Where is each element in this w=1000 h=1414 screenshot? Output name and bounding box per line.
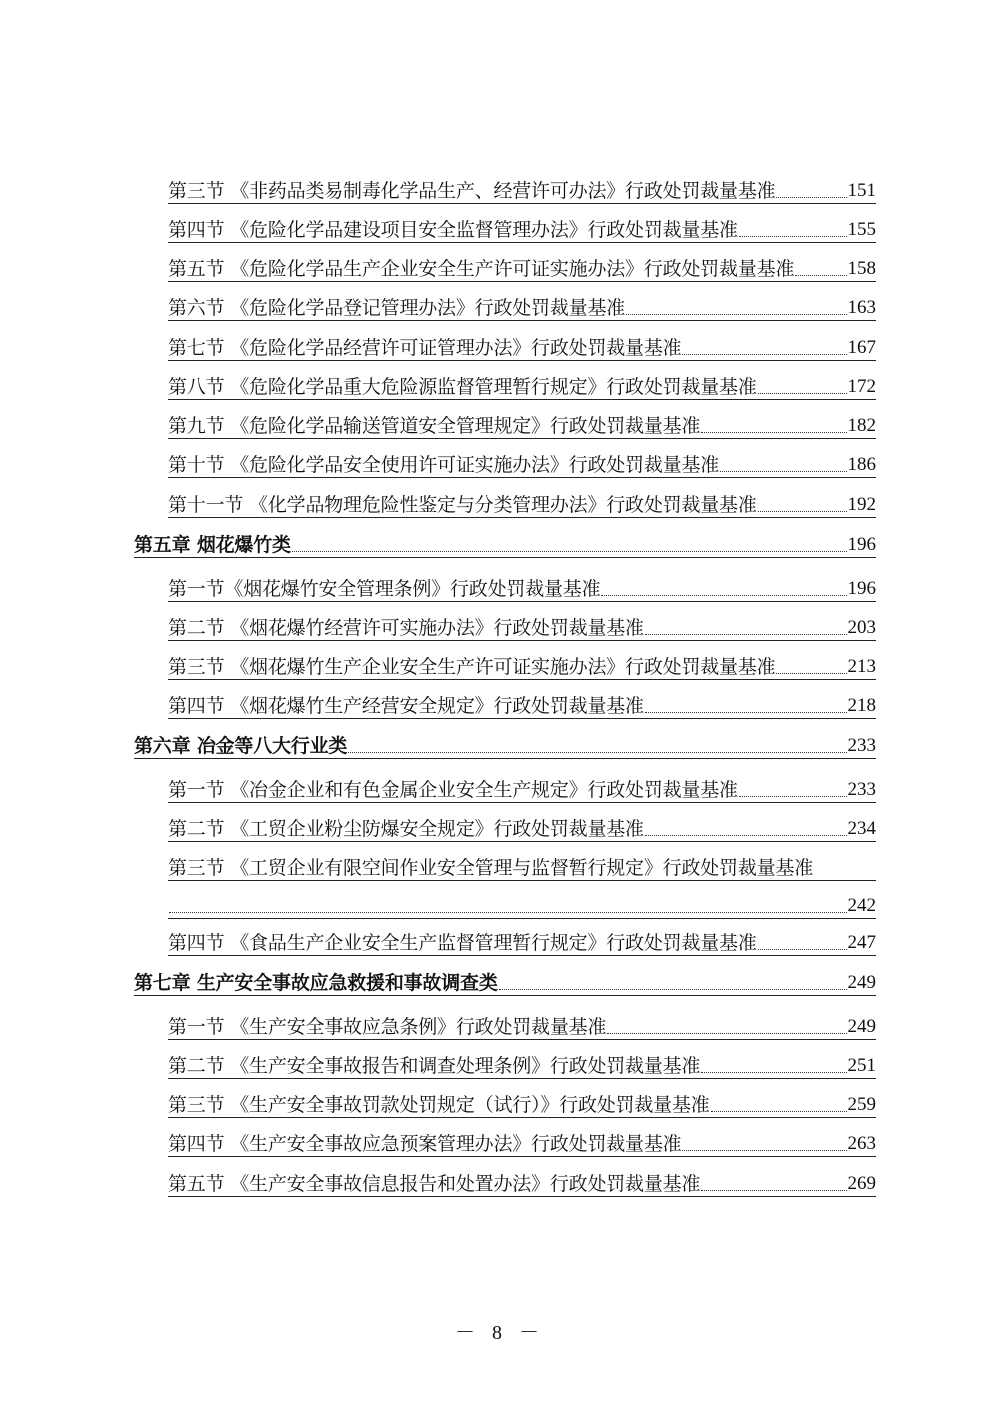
dot-leader bbox=[720, 470, 846, 472]
toc-entry[interactable] bbox=[168, 372, 876, 400]
toc-entry-title: 第四节 《食品生产企业安全生产监督管理暂行规定》行政处罚裁量基准 bbox=[168, 932, 757, 954]
toc-entry[interactable] bbox=[168, 1169, 876, 1197]
toc-entry-page: 172 bbox=[847, 376, 876, 397]
toc-entry-page: 251 bbox=[847, 1055, 876, 1076]
toc-entry-page: 196 bbox=[847, 534, 876, 555]
toc-entry-page: 158 bbox=[847, 258, 876, 279]
toc-entry-page: 233 bbox=[847, 735, 876, 756]
toc-entry[interactable] bbox=[168, 1012, 876, 1040]
toc-chapter-title: 第五章 烟花爆竹类 bbox=[134, 534, 291, 556]
dot-leader bbox=[776, 196, 846, 198]
dot-leader bbox=[348, 751, 846, 753]
toc-entry-page: 233 bbox=[847, 779, 876, 800]
dot-leader bbox=[795, 274, 846, 276]
toc-entry-title: 第二节 《工贸企业粉尘防爆安全规定》行政处罚裁量基准 bbox=[168, 818, 644, 840]
toc-chapter-title: 第六章 冶金等八大行业类 bbox=[134, 735, 348, 757]
toc-entry-title: 第七节 《危险化学品经营许可证管理办法》行政处罚裁量基准 bbox=[168, 337, 682, 359]
toc-entry[interactable] bbox=[168, 293, 876, 321]
toc-entry[interactable] bbox=[168, 254, 876, 282]
toc-entry[interactable] bbox=[168, 775, 876, 803]
toc-entry-page: 213 bbox=[847, 656, 876, 677]
toc-entry-page: 167 bbox=[847, 337, 876, 358]
toc-entry[interactable] bbox=[168, 1129, 876, 1157]
dot-leader bbox=[701, 1071, 846, 1073]
toc-entry-page: 186 bbox=[847, 454, 876, 475]
toc-entry-page: 203 bbox=[847, 617, 876, 638]
dot-leader bbox=[739, 235, 847, 237]
toc-entry-title: 第一节 《生产安全事故应急条例》行政处罚裁量基准 bbox=[168, 1016, 607, 1038]
toc-entry-page: 196 bbox=[847, 578, 876, 599]
toc-entry-title: 第二节 《烟花爆竹经营许可实施办法》行政处罚裁量基准 bbox=[168, 617, 644, 639]
dot-leader bbox=[701, 431, 846, 433]
toc-entry[interactable] bbox=[168, 574, 876, 602]
toc-entry-title: 第一节 《冶金企业和有色金属企业安全生产规定》行政处罚裁量基准 bbox=[168, 779, 738, 801]
toc-entry[interactable] bbox=[168, 691, 876, 719]
dot-leader bbox=[711, 1110, 847, 1112]
toc-entry[interactable] bbox=[168, 411, 876, 439]
toc-entry[interactable] bbox=[168, 814, 876, 842]
toc-entry[interactable] bbox=[168, 490, 876, 518]
dot-leader bbox=[682, 1149, 846, 1151]
toc-entry[interactable] bbox=[168, 450, 876, 478]
dot-leader bbox=[739, 795, 847, 797]
toc-entry[interactable] bbox=[168, 652, 876, 680]
dot-leader bbox=[607, 1032, 846, 1034]
toc-entry[interactable] bbox=[168, 613, 876, 641]
dot-leader bbox=[682, 353, 846, 355]
page-number: － 8 － bbox=[455, 1322, 545, 1344]
toc-entry-title: 第六节 《危险化学品登记管理办法》行政处罚裁量基准 bbox=[168, 297, 626, 319]
dot-leader bbox=[776, 672, 846, 674]
dot-leader bbox=[601, 594, 846, 596]
toc-entry-page: 269 bbox=[847, 1173, 876, 1194]
toc-entry-wrapped-first-line[interactable] bbox=[168, 853, 876, 881]
toc-entry-title: 第三节 《烟花爆竹生产企业安全生产许可证实施办法》行政处罚裁量基准 bbox=[168, 656, 776, 678]
toc-entry-page: 192 bbox=[847, 494, 876, 515]
toc-entry[interactable] bbox=[168, 1090, 876, 1118]
toc-entry-page: 247 bbox=[847, 932, 876, 953]
toc-entry-title: 第八节 《危险化学品重大危险源监督管理暂行规定》行政处罚裁量基准 bbox=[168, 376, 757, 398]
toc-entry-page: 249 bbox=[847, 1016, 876, 1037]
toc-entry-title: 第四节 《危险化学品建设项目安全监督管理办法》行政处罚裁量基准 bbox=[168, 219, 738, 241]
toc-entry[interactable] bbox=[168, 928, 876, 956]
dot-leader bbox=[645, 711, 847, 713]
dot-leader bbox=[758, 510, 847, 512]
toc-entry-title: 第五节 《危险化学品生产企业安全生产许可证实施办法》行政处罚裁量基准 bbox=[168, 258, 795, 280]
dot-leader bbox=[626, 313, 846, 315]
toc-entry-title: 第一节《烟花爆竹安全管理条例》行政处罚裁量基准 bbox=[168, 578, 601, 600]
toc-chapter-entry[interactable] bbox=[134, 530, 876, 558]
toc-entry-page: 249 bbox=[847, 972, 876, 993]
toc-chapter-entry[interactable] bbox=[134, 731, 876, 759]
dot-leader bbox=[169, 911, 847, 913]
toc-entry[interactable] bbox=[168, 215, 876, 243]
toc-entry-title: 第三节 《生产安全事故罚款处罚规定（试行）》行政处罚裁量基准 bbox=[168, 1094, 710, 1116]
toc-entry-page: 182 bbox=[847, 415, 876, 436]
toc-entry[interactable] bbox=[168, 1051, 876, 1079]
toc-entry-page: 263 bbox=[847, 1133, 876, 1154]
toc-entry-page: 242 bbox=[847, 895, 876, 916]
toc-entry-title: 第四节 《生产安全事故应急预案管理办法》行政处罚裁量基准 bbox=[168, 1133, 682, 1155]
dot-leader bbox=[499, 988, 847, 990]
toc-entry-title: 第四节 《烟花爆竹生产经营安全规定》行政处罚裁量基准 bbox=[168, 695, 644, 717]
toc-entry-title: 第二节 《生产安全事故报告和调查处理条例》行政处罚裁量基准 bbox=[168, 1055, 701, 1077]
toc-entry-title: 第十一节 《化学品物理危险性鉴定与分类管理办法》行政处罚裁量基准 bbox=[168, 494, 757, 516]
dot-leader bbox=[758, 948, 847, 950]
toc-entry-page: 234 bbox=[847, 818, 876, 839]
toc-entry-page: 155 bbox=[847, 219, 876, 240]
dot-leader bbox=[758, 392, 847, 394]
toc-entry-title: 第五节 《生产安全事故信息报告和处置办法》行政处罚裁量基准 bbox=[168, 1173, 701, 1195]
toc-entry-title: 第三节 《工贸企业有限空间作业安全管理与监督暂行规定》行政处罚裁量基准 bbox=[168, 857, 814, 879]
dot-leader bbox=[701, 1189, 846, 1191]
dot-leader bbox=[645, 633, 847, 635]
toc-entry-wrapped-second-line[interactable] bbox=[168, 891, 876, 919]
toc-chapter-title: 第七章 生产安全事故应急救援和事故调查类 bbox=[134, 972, 498, 994]
toc-entry-page: 218 bbox=[847, 695, 876, 716]
toc-entry-title: 第三节 《非药品类易制毒化学品生产、经营许可办法》行政处罚裁量基准 bbox=[168, 180, 776, 202]
toc-entry-title: 第九节 《危险化学品输送管道安全管理规定》行政处罚裁量基准 bbox=[168, 415, 701, 437]
toc-entry-title: 第十节 《危险化学品安全使用许可证实施办法》行政处罚裁量基准 bbox=[168, 454, 720, 476]
dot-leader bbox=[292, 550, 847, 552]
toc-chapter-entry[interactable] bbox=[134, 968, 876, 996]
toc-entry[interactable] bbox=[168, 176, 876, 204]
dot-leader bbox=[645, 834, 847, 836]
toc-entry-page: 151 bbox=[847, 180, 876, 201]
toc-entry[interactable] bbox=[168, 333, 876, 361]
toc-entry-page: 163 bbox=[847, 297, 876, 318]
toc-entry-page: 259 bbox=[847, 1094, 876, 1115]
